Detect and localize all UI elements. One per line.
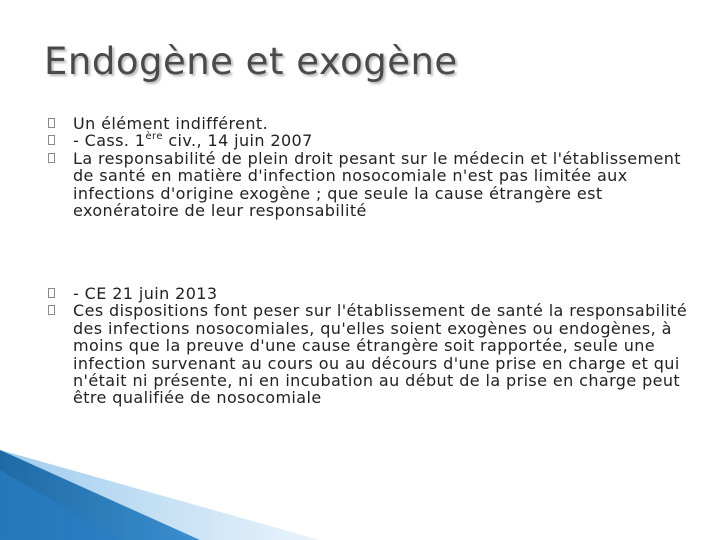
bullet-box-icon [48,305,55,315]
bullet-item [48,285,688,302]
superscript: ère [145,131,163,143]
bullet-box-icon [48,288,55,298]
bullet-text: Ces dispositions font peser sur l'établissement de santé la responsabilité des infections nosocomiales, qu'elles soient exogènes ou endogènes, à moins que la preuve d'une cause étrangère soit rapportée, seule une infection survenant au cours ou au décours d'une prise en charge et qui n'était ni présente, ni en incubation au début de la prise en charge peut être qualifiée de nosocomiale [73,301,688,408]
bullet-item [48,150,688,220]
bullet-text: La responsabilité de plein droit pesant sur le médecin et l'établissement de santé en matière d'infection nosocomiale n'est pas limitée aux infections d'origine exogène ; que seule la cause étrangère est exonératoire de leur responsabilité [73,148,681,221]
bullet-box-icon [48,135,55,145]
bullet-box-icon [48,118,55,128]
bullet-box-icon [48,153,55,163]
bullet-text: - Cass. 1 [73,131,146,151]
bullet-item [48,302,688,406]
slide-title: Endogène et exogène [44,40,458,83]
bullet-group-2 [48,285,688,407]
corner-decoration [0,450,320,540]
bullet-item [48,132,688,149]
bullet-text: Un élément indifférent. [73,114,269,133]
bullet-text-after: civ., 14 juin 2007 [162,131,313,151]
bullet-item [48,115,688,132]
bullet-group-1 [48,115,688,219]
bullet-text: - CE 21 juin 2013 [73,284,218,303]
